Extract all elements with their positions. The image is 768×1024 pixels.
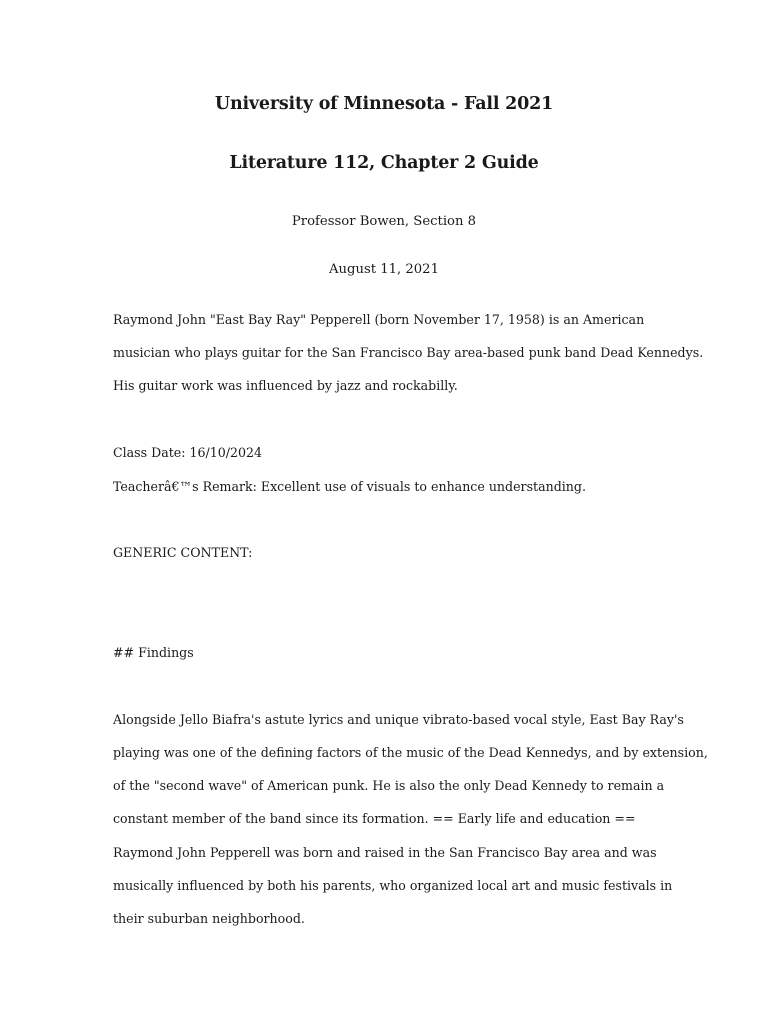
generic-content-label: GENERIC CONTENT:: [113, 545, 253, 560]
findings-line: their suburban neighborhood.: [113, 911, 305, 926]
findings-line: musically influenced by both his parents, who organized local art and music festivals in: [113, 878, 673, 893]
findings-line: Raymond John Pepperell was born and raised in the San Francisco Bay area and was: [113, 845, 657, 860]
university-title: University of Minnesota - Fall 2021: [214, 94, 554, 114]
intro-line: musician who plays guitar for the San Francisco Bay area-based punk band Dead Kennedys.: [113, 345, 704, 360]
findings-line: playing was one of the defining factors of the music of the Dead Kennedys, and by extension,: [113, 745, 708, 760]
intro-line: His guitar work was influenced by jazz and rockabilly.: [113, 378, 458, 393]
date-line: August 11, 2021: [329, 262, 439, 277]
findings-line: Alongside Jello Biafra's astute lyrics and unique vibrato-based vocal style, East Bay Ray's: [113, 712, 684, 727]
teacher-remark: Teacherâ€™s Remark: Excellent use of visuals to enhance understanding.: [113, 479, 586, 494]
findings-line: constant member of the band since its formation. == Early life and education ==: [113, 811, 636, 826]
professor-line: Professor Bowen, Section 8: [291, 214, 477, 229]
course-title: Literature 112, Chapter 2 Guide: [229, 153, 539, 173]
findings-line: of the "second wave" of American punk. He is also the only Dead Kennedy to remain a: [113, 778, 665, 793]
class-date: Class Date: 16/10/2024: [113, 445, 263, 460]
findings-heading: ## Findings: [113, 645, 194, 660]
intro-line: Raymond John "East Bay Ray" Pepperell (born November 17, 1958) is an American: [113, 312, 645, 327]
